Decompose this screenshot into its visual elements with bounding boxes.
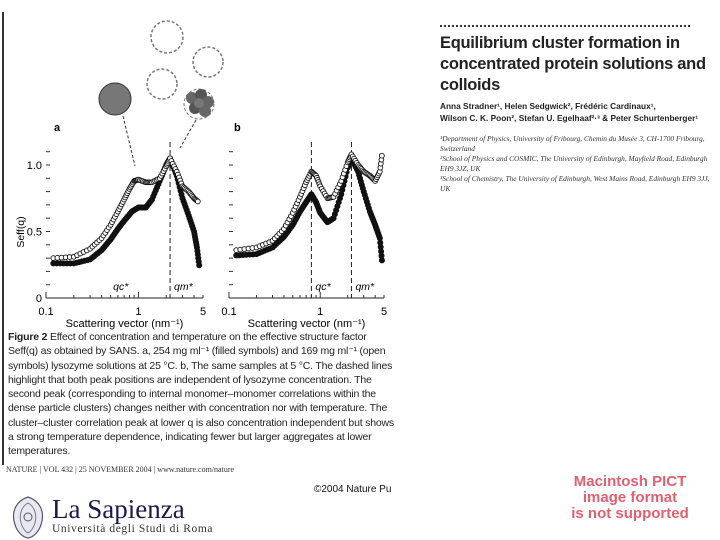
y-tick-label: 1.0 bbox=[26, 160, 42, 172]
dashed-monomer-circle bbox=[193, 47, 223, 77]
open-data-point bbox=[379, 153, 384, 158]
caption-label: Figure 2 bbox=[8, 331, 48, 343]
monomer-aggregate bbox=[184, 89, 214, 119]
dashed-monomer-circle bbox=[147, 69, 177, 99]
affiliations bbox=[440, 134, 720, 194]
title-dotted-rule bbox=[440, 25, 690, 27]
filled-data-point bbox=[379, 257, 385, 263]
pict-line: image format bbox=[582, 489, 678, 506]
cluster-schematic bbox=[99, 21, 223, 166]
x-axis-label: Scattering vector (nm⁻¹) bbox=[247, 318, 366, 330]
affiliation: ²School of Physics and COSMIC, The University of Edinburgh, Mayfield Road, Edinburgh EH9 3JZ, UK bbox=[440, 154, 708, 173]
arrow-to-qc bbox=[123, 116, 135, 166]
dashed-monomer-circle bbox=[151, 21, 183, 53]
affiliation: ³School of Chemistry, The University of Edinburgh, West Mains Road, Edinburgh EH9 3JJ, UK bbox=[440, 174, 710, 193]
caption-text: Effect of concentration and temperature on the effective structure factor Seff(q) as obtained by SANS. a, 254 mg ml⁻¹ (filled symbols) and 169 mg ml⁻¹ (open symbols) lysozyme solutions at 25 °C. b, The same samples at 5 °C. The dashed lines highlight that both peak positions are independent of lysozyme concentration. The second peak (corresponding to internal monomer–monomer correlations within the dense particle clusters) changes neither with concentration nor with temperature. The cluster–cluster correlation peak at lower q is also concentration independent but shows a strong temperature dependence, indicating fewer but larger aggregates at lower temperatures. bbox=[8, 331, 394, 458]
y-tick-label: 0 bbox=[35, 293, 42, 305]
filled-data-point bbox=[196, 262, 202, 268]
panel-label: a bbox=[54, 122, 61, 134]
sapienza-crest-icon bbox=[8, 495, 48, 539]
affiliation: ¹Department of Physics, University of Fribourg, Chemin du Musée 3, CH-1700 Fribourg, Switzerland bbox=[440, 134, 705, 153]
y-tick-label: 0.5 bbox=[26, 226, 42, 239]
x-tick-label: 5 bbox=[380, 306, 388, 318]
x-tick-label: 1 bbox=[317, 306, 324, 318]
x-tick-label: 5 bbox=[199, 306, 207, 318]
article-title: Equilibrium cluster formation in concentrated protein solutions and colloids bbox=[440, 34, 706, 94]
cluster-sphere bbox=[99, 83, 131, 115]
pict-line: Macintosh PICT bbox=[573, 473, 687, 490]
qc-annotation: qc* bbox=[315, 281, 331, 293]
authors-line: Wilson C. K. Poon², Stefan U. Egelhaaf²·³ & Peter Schurtenberger¹ bbox=[440, 113, 699, 123]
x-axis-label: Scattering vector (nm⁻¹) bbox=[65, 318, 184, 330]
pict-unsupported-notice bbox=[540, 474, 720, 522]
y-axis-label: Seff(q) bbox=[15, 216, 27, 248]
author-list bbox=[440, 100, 720, 124]
figure-2 bbox=[0, 0, 420, 330]
panel-label: b bbox=[234, 122, 241, 134]
university-name: La Sapienza bbox=[52, 494, 185, 524]
qm-annotation: qm* bbox=[174, 281, 193, 293]
x-tick-label: 1 bbox=[135, 306, 142, 318]
copyright-notice: ©2004 Nature Pu bbox=[314, 484, 392, 495]
qm-annotation: qm* bbox=[355, 281, 375, 293]
authors-line: Anna Stradner¹, Helen Sedgwick², Frédéric Cardinaux¹, bbox=[440, 101, 656, 111]
university-subtitle: Università degli Studi di Roma bbox=[52, 523, 214, 535]
open-data-point bbox=[195, 199, 200, 204]
figure-caption bbox=[8, 330, 398, 459]
x-tick-label: 0.1 bbox=[38, 306, 54, 318]
pict-line: is not supported bbox=[571, 505, 689, 522]
x-tick-label: 0.1 bbox=[221, 306, 237, 318]
journal-footer: NATURE | VOL 432 | 25 NOVEMBER 2004 | www.nature.com/nature bbox=[6, 465, 235, 474]
qc-annotation: qc* bbox=[113, 281, 129, 293]
arrow-to-qm bbox=[180, 120, 196, 148]
